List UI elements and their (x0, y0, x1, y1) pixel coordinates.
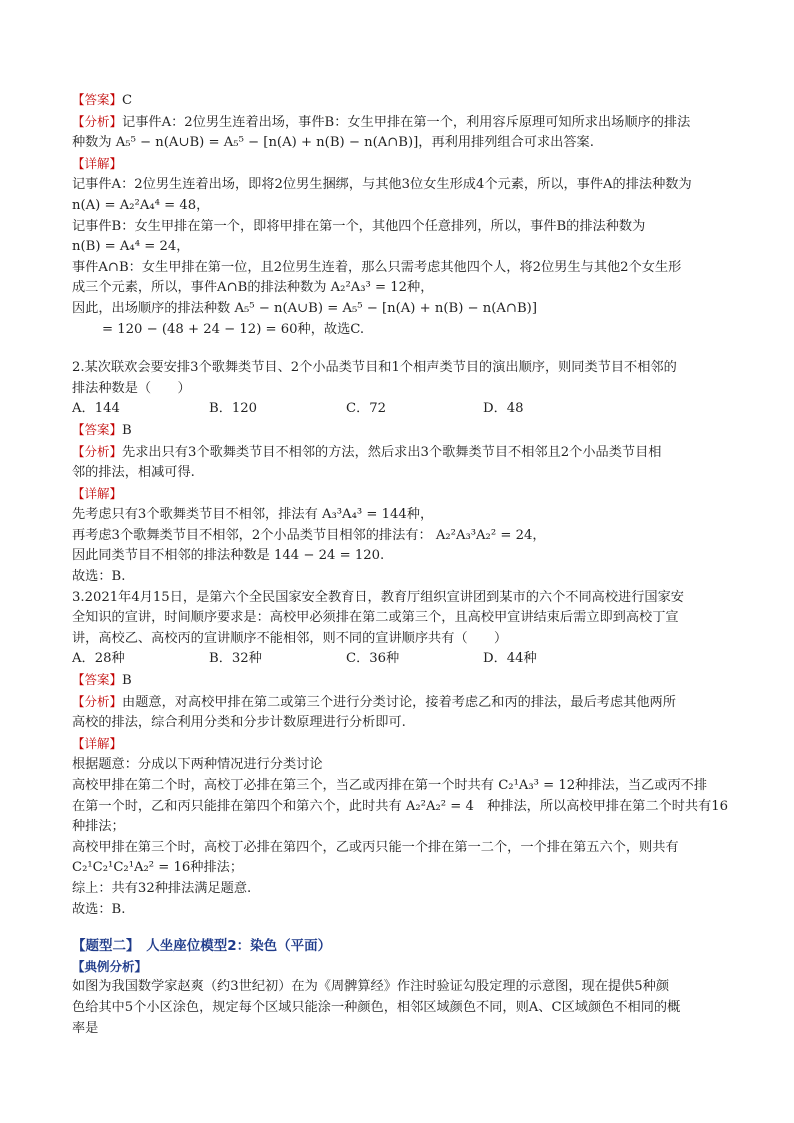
q1-line (72, 278, 722, 299)
q1-line (72, 90, 722, 112)
q3-detail-6: C₂¹C₂¹C₂¹A₂² = 16种排法； (72, 860, 244, 876)
q2-option-c: C．72 (346, 401, 387, 417)
q2-detail-3: 因此同类节目不相邻的排法种数是 144 − 24 = 120. (72, 548, 385, 564)
question-2 (72, 358, 722, 588)
q3-options (72, 649, 722, 670)
q1-line (72, 299, 722, 320)
section-subtitle: 【典例分析】 (72, 958, 148, 974)
answer-tag: 【答案】 (72, 672, 123, 688)
q2-analysis-1: 先求出只有3个歌舞类节目不相邻的方法，然后求出3个歌舞类节目不相邻且2个小品类节目相 (122, 444, 662, 460)
section-2 (72, 936, 722, 1039)
q3-detail-3: 在第一个时，乙和丙只能排在第四个和第六个，此时共有 A₂²A₂² = 4 种排法，所以高校甲排在第二个时共有16 (72, 798, 729, 814)
q1-line (72, 154, 722, 176)
q3-detail-8: 故选：B. (72, 901, 126, 917)
q1-text: 事件A∩B：女生甲排在第一位，且2位男生连着，那么只需考虑其他四个人，将2位男生与其他2个女生形 (72, 259, 682, 275)
q1-text: 因此，出场顺序的排法种数 A₅⁵ − n(A∪B) = A₅⁵ − [n(A) + n(B) − n(A∩B)] (72, 300, 537, 316)
q3-detail-2: 高校甲排在第二个时，高校丁必排在第三个，当乙或丙排在第一个时共有 C₂¹A₃³ = 12种排法，当乙或丙不排 (72, 778, 708, 793)
q3-option-d: D．44种 (483, 651, 537, 667)
q1-line (72, 175, 722, 196)
section-paragraph-1: 如图为我国数学家赵爽（约3世纪初）在为《周髀算经》作注时验证勾股定理的示意图，现在提供5种颜 (72, 979, 670, 995)
q1-text: 记事件A：2位男生连着出场，事件B：女生甲排在第一个，利用容斥原理可知所求出场顺序的排法 (122, 114, 691, 130)
q1-line (72, 112, 722, 134)
section-paragraph-3: 率是 (72, 1020, 99, 1036)
q3-analysis-1: 由题意，对高校甲排在第二或第三个进行分类讨论，接着考虑乙和丙的排法，最后考虑其他两所 (122, 694, 676, 710)
q2-stem-2: 排法种数是（ ） (72, 380, 191, 396)
q3-stem-1: 3.2021年4月15日，是第六个全民国家安全教育日，教育厅组织宣讲团到某市的六个不同高校进行国家安 (72, 589, 684, 605)
detail-tag: 【详解】 (72, 485, 123, 501)
q2-answer: B (122, 422, 132, 438)
q3-option-a: A．28种 (72, 651, 125, 667)
q1-tag: 【答案】 (72, 92, 123, 107)
q2-analysis-2: 邻的排法，相减可得. (72, 465, 195, 481)
q3-detail-5: 高校甲排在第三个时，高校丁必排在第四个，乙或丙只能一个排在第一二个，一个排在第五六个，则共有 (72, 839, 679, 855)
q3-detail-1: 根据题意：分成以下两种情况进行分类讨论 (72, 757, 323, 773)
q1-text: 记事件A：2位男生连着出场，即将2位男生捆绑，与其他3位女生形成4个元素，所以，事件A的排法种数为 (72, 177, 692, 193)
q3-answer: B (122, 673, 132, 689)
q1-line (72, 217, 722, 238)
q1-line (72, 237, 722, 258)
q2-detail-1: 先考虑只有3个歌舞类节目不相邻，排法有 A₃³A₄³ = 144种， (72, 507, 434, 523)
section-paragraph-2: 色给其中5个小区涂色，规定每个区域只能涂一种颜色，相邻区域颜色不同，则A、C区域颜色不相同的概 (72, 999, 681, 1015)
q2-detail-2: 再考虑3个歌舞类节目不相邻，2个小品类节目相邻的排法有： A₂²A₃³A₂² = 24， (72, 527, 546, 543)
q1-text: n(A) = A₂²A₄⁴ = 48， (72, 197, 210, 213)
q3-detail-4: 种排法； (72, 819, 125, 835)
q3-analysis-2: 高校的排法，综合利用分类和分步计数原理进行分析即可. (72, 715, 406, 731)
q1-text: 种数为 A₅⁵ − n(A∪B) = A₅⁵ − [n(A) + n(B) − n(A∩B)]，再利用排列组合可求出答案. (72, 135, 594, 151)
q3-detail-7: 综上：共有32种排法满足题意. (72, 880, 252, 896)
answer-tag: 【答案】 (72, 421, 123, 437)
q3-option-b: B．32种 (209, 651, 262, 667)
document-page (72, 90, 729, 1039)
q2-option-b: B．120 (209, 401, 258, 417)
q3-stem-3: 讲，高校乙、高校丙的宣讲顺序不能相邻，则不同的宣讲顺序共有（ ） (72, 630, 508, 646)
analysis-tag: 【分析】 (72, 443, 123, 459)
q3-stem-2: 全知识的宣讲，时间顺序要求是：高校甲必须排在第二或第三个，且高校甲宣讲结束后需立即到高校丁宣 (72, 610, 679, 626)
q1-text: 成三个元素，所以，事件A∩B的排法种数为 A₂²A₃³ = 12种， (72, 280, 434, 296)
q2-options (72, 399, 722, 420)
q2-option-d: D．48 (483, 401, 524, 417)
question-3 (72, 588, 729, 921)
detail-tag: 【详解】 (72, 735, 123, 751)
q1-line (72, 320, 722, 341)
q1-line (72, 133, 722, 154)
q2-stem-1: 2.某次联欢会要安排3个歌舞类节目、2个小品类节目和1个相声类节目的演出顺序，则同类节目不相邻的 (72, 360, 677, 376)
solution-q1 (72, 90, 722, 340)
q1-tag: 【详解】 (72, 155, 123, 171)
q1-text: = 120 − (48 + 24 − 12) = 60种，故选C. (102, 321, 365, 337)
q3-option-c: C．36种 (346, 651, 400, 667)
q1-line (72, 196, 722, 217)
q1-text: 记事件B：女生甲排在第一个，即将甲排在第一个，其他四个任意排列，所以，事件B的排法种数为 (72, 218, 646, 234)
q1-line (72, 258, 722, 279)
q1-text: n(B) = A₄⁴ = 24， (72, 239, 190, 255)
q2-option-a: A．144 (72, 401, 120, 417)
q1-text: C (122, 93, 133, 108)
q1-tag: 【分析】 (72, 113, 123, 129)
section-title: 【题型二】 人坐座位模型2：染色（平面） (72, 938, 332, 955)
analysis-tag: 【分析】 (72, 693, 123, 709)
q2-detail-4: 故选：B. (72, 569, 126, 585)
